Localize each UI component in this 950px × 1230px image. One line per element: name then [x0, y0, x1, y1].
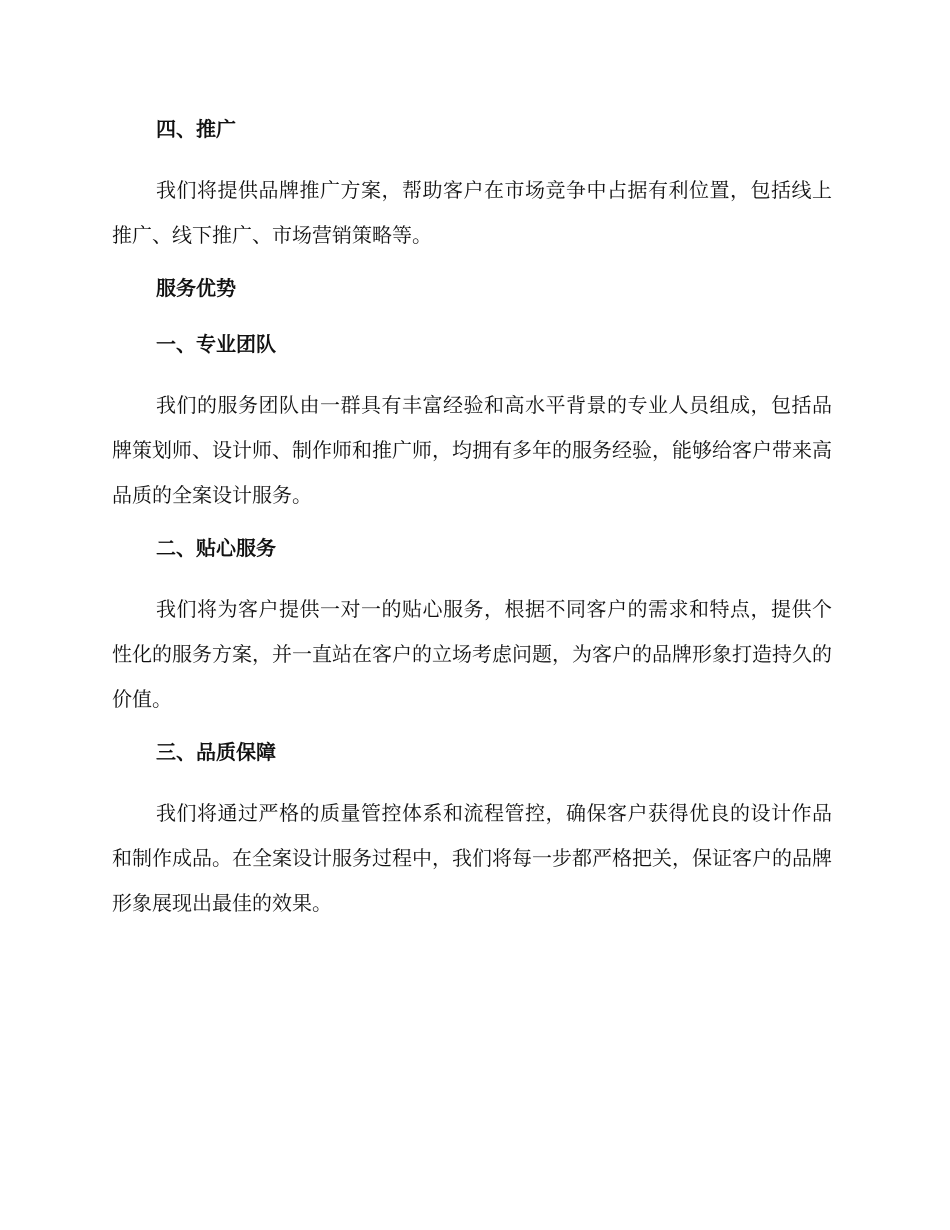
heading-quality-assurance: 三、品质保障 [156, 740, 276, 764]
heading-promotion: 四、推广 [156, 117, 236, 141]
heading-attentive-service: 二、贴心服务 [156, 536, 276, 560]
para-quality-assurance: 我们将通过严格的质量管控体系和流程管控，确保客户获得优良的设计作品和制作成品。在全案设计服务过程中，我们将每一步都严格把关，保证客户的品牌形象展现出最佳的效果。 [112, 801, 832, 915]
document-page [112, 112, 832, 939]
para-professional-team: 我们的服务团队由一群具有丰富经验和高水平背景的专业人员组成，包括品牌策划师、设计师、制作师和推广师，均拥有多年的服务经验，能够给客户带来高品质的全案设计服务。 [112, 393, 832, 507]
heading-service-advantages: 服务优势 [156, 276, 236, 300]
para-promotion: 我们将提供品牌推广方案，帮助客户在市场竞争中占据有利位置，包括线上推广、线下推广、市场营销策略等。 [112, 178, 832, 247]
heading-professional-team: 一、专业团队 [156, 332, 276, 356]
para-attentive-service: 我们将为客户提供一对一的贴心服务，根据不同客户的需求和特点，提供个性化的服务方案，并一直站在客户的立场考虑问题，为客户的品牌形象打造持久的价值。 [112, 597, 832, 711]
